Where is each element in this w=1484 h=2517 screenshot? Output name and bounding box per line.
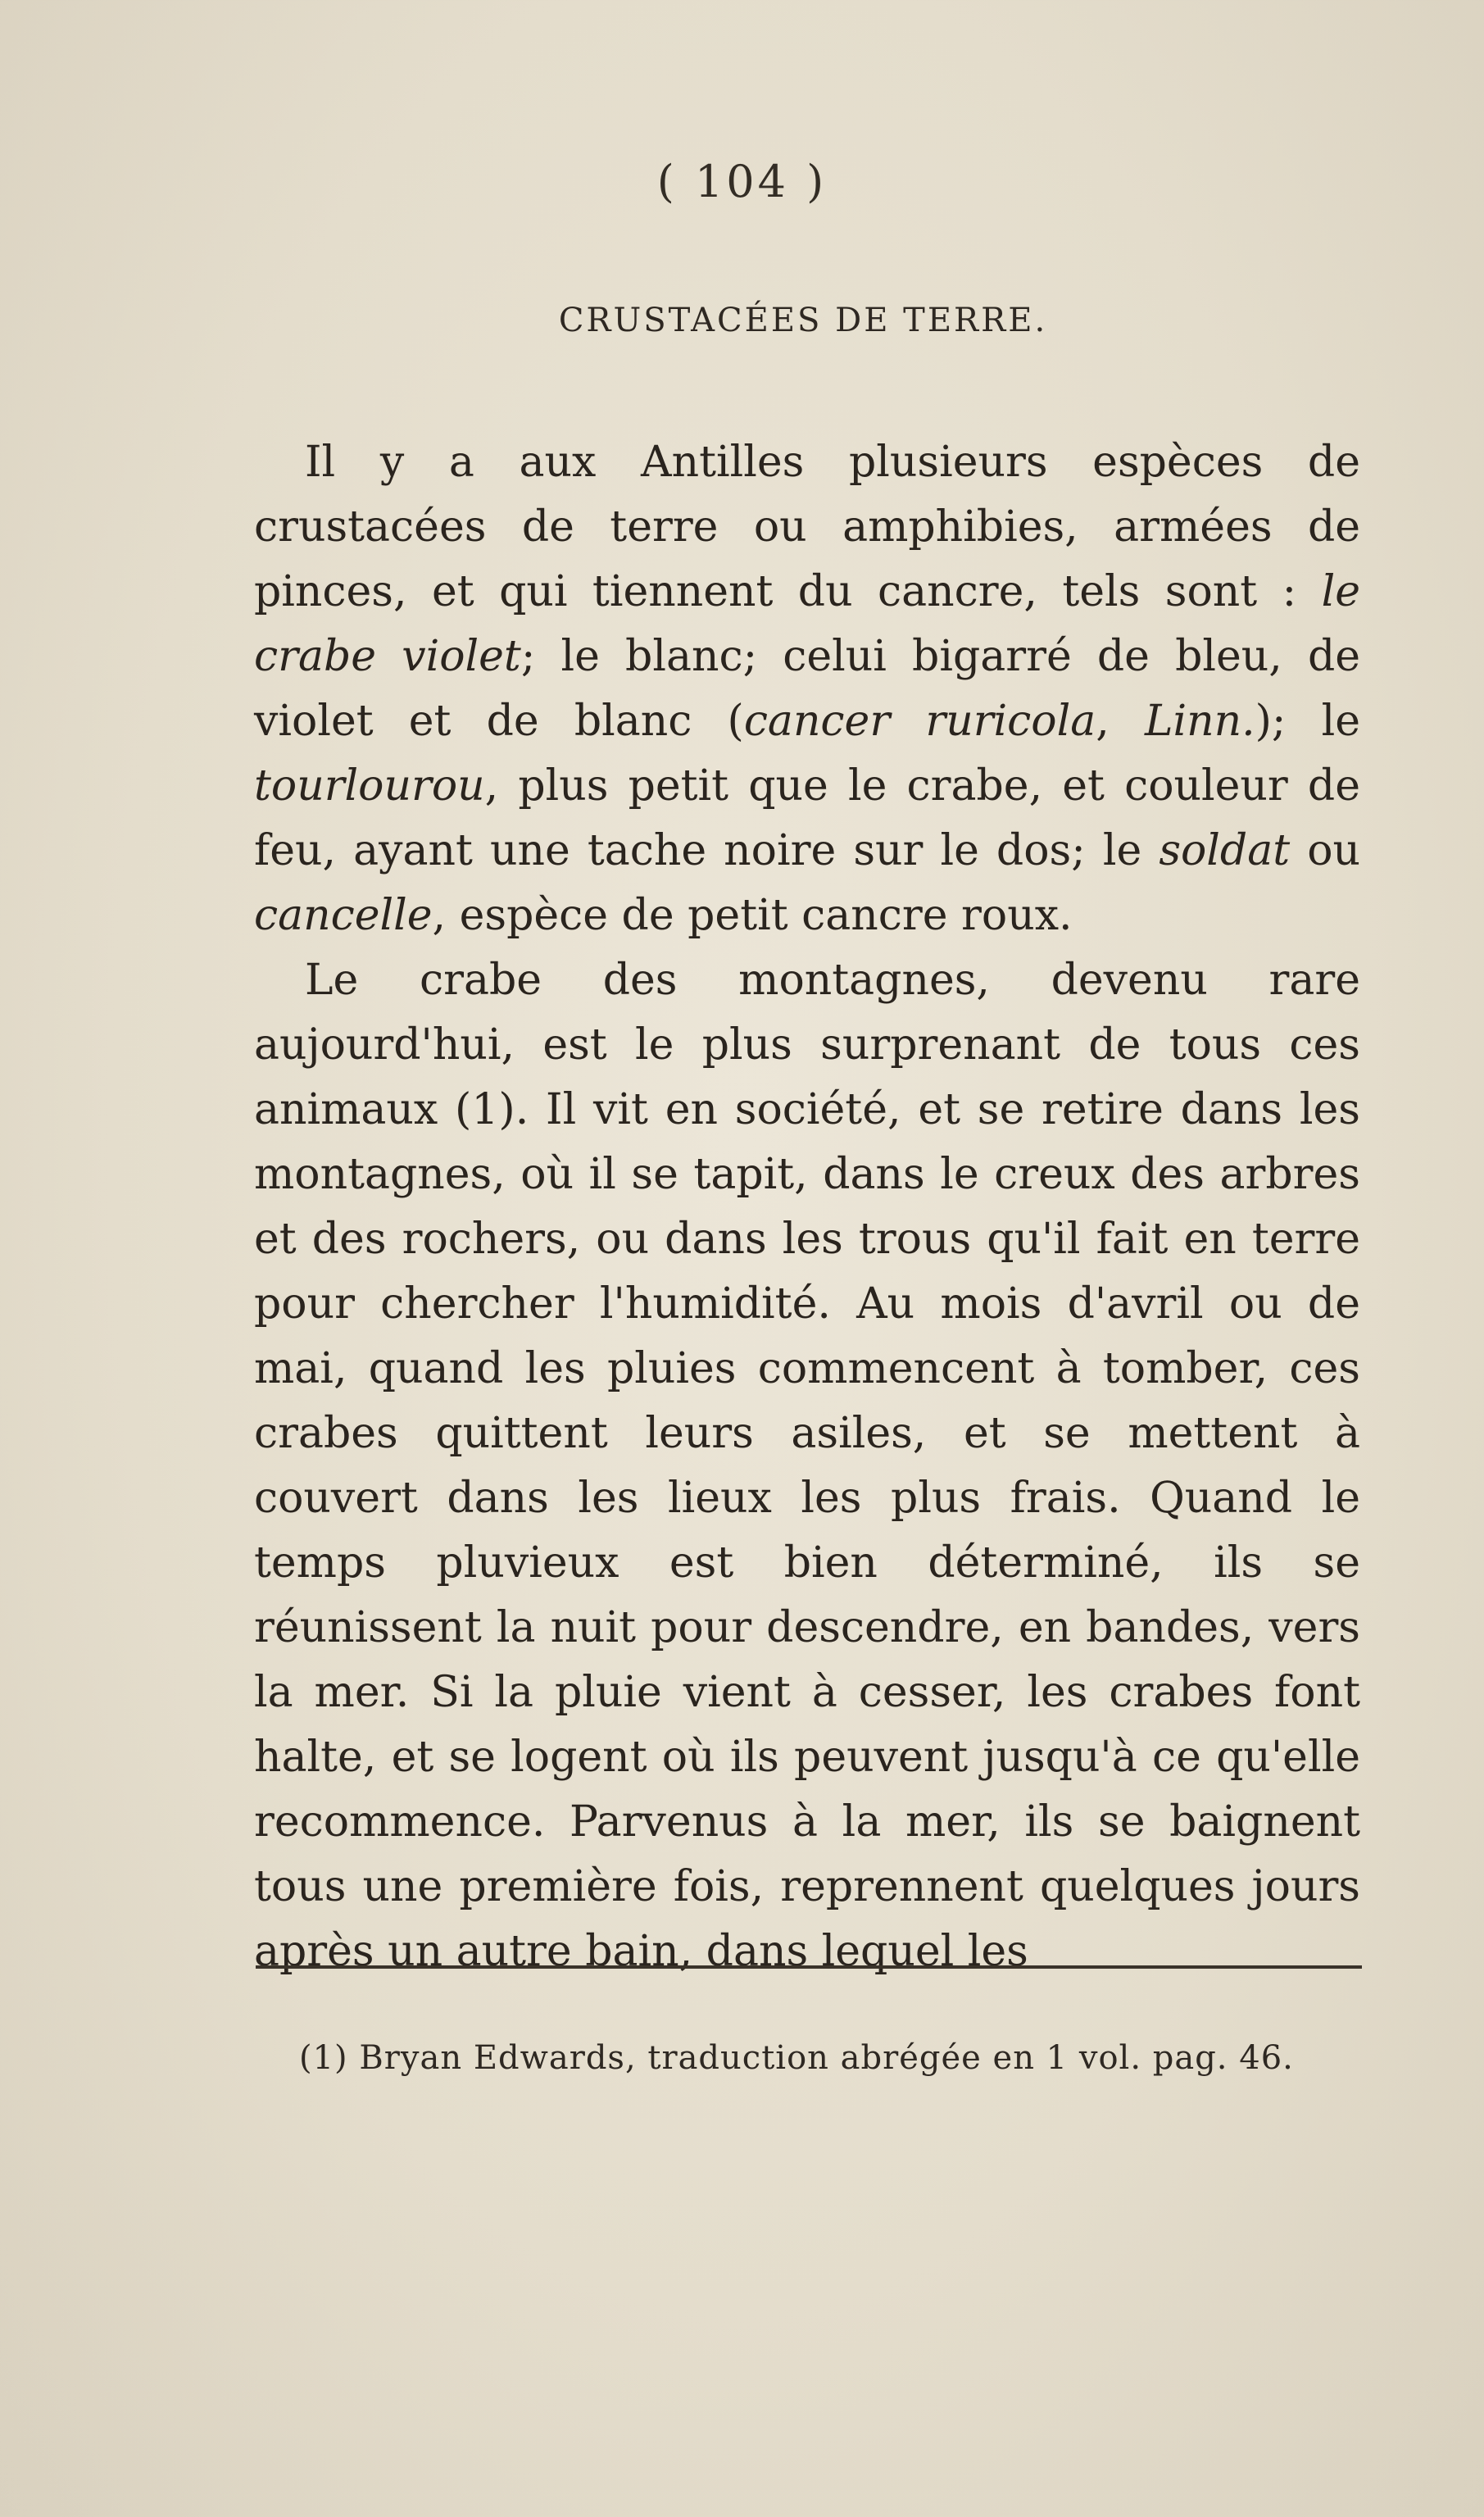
page-number: ( 104 )	[656, 156, 828, 207]
paragraph-crustaceans	[254, 430, 1360, 948]
italic-term: Linn.	[1144, 697, 1255, 746]
footnote-rule	[256, 1965, 1362, 1969]
paragraph-text: ou	[1290, 826, 1361, 875]
italic-term: cancelle	[254, 891, 433, 940]
paragraph-text: ,	[1096, 697, 1145, 746]
paragraph-text: , plus petit que le crabe, et couleur de feu, ayant une tache noire sur le dos; le	[254, 761, 1360, 875]
footnote: (1) Bryan Edwards, traduction abrégée en 1 vol. pag. 46.	[299, 2039, 1294, 2077]
paragraph-text: , espèce de petit cancre roux.	[432, 891, 1073, 940]
italic-term: cancer ruricola	[743, 697, 1096, 746]
paragraph-mountain-crab: Le crabe des montagnes, devenu rare aujourd'hui, est le plus surprenant de tous ces animaux (1). Il vit en société, et se retire dans les montagnes, où il se tapit, dans le creux des arbres et des rochers, ou dans les trous qu'il fait en terre pour chercher l'humidité. Au mois d'avril ou de mai, quand les pluies commencent à tomber, ces crabes quittent leurs asiles, et se mettent à couvert dans les lieux les plus frais. Quand le temps pluvieux est bien déterminé, ils se réunissent la nuit pour descendre, en bandes, vers la mer. Si la pluie vient à cesser, les crabes font halte, et se logent où ils peuvent jusqu'à ce qu'elle recommence. Parvenus à la mer, ils se baignent tous une première fois, reprennent quelques jours après un autre bain, dans lequel les	[254, 956, 1360, 1976]
body-text	[254, 430, 1360, 1984]
paragraph-text: ; le blanc; celui bigarré de bleu, de violet et de blanc (	[254, 632, 1361, 746]
italic-term: soldat	[1159, 826, 1291, 875]
italic-term: le crabe violet	[254, 567, 1360, 681]
paragraph-text: Il y a aux Antilles plusieurs espèces de crustacées de terre ou amphibies, armées de pinces, et qui tiennent du cancre, tels sont :	[254, 438, 1360, 616]
section-title: CRUSTACÉES DE TERRE.	[558, 302, 1048, 339]
italic-term: tourlourou	[254, 761, 485, 811]
paragraph-text: ); le	[1255, 697, 1360, 746]
